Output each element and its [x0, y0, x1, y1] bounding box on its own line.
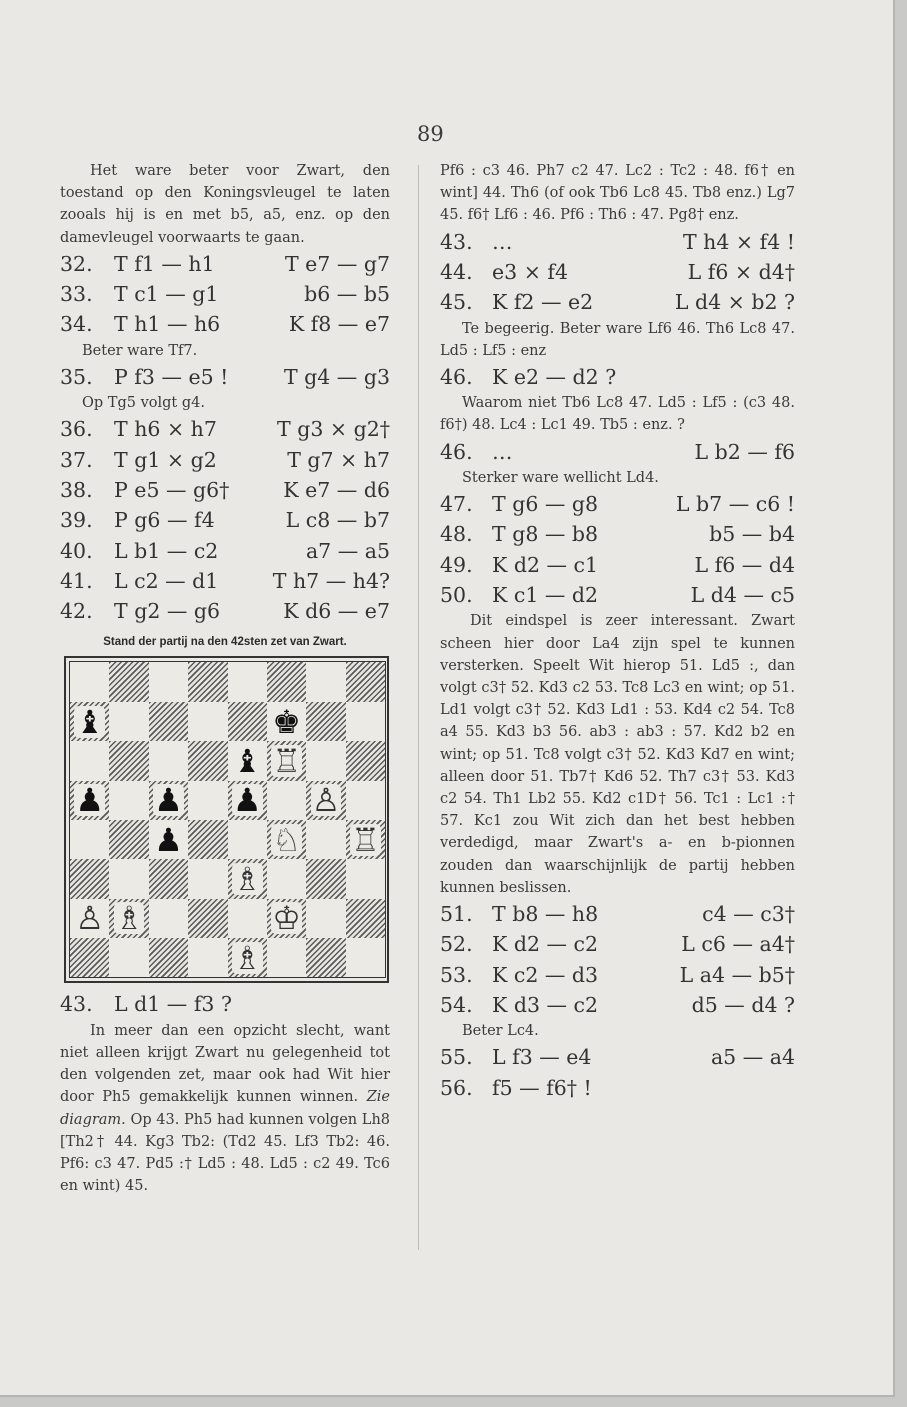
board-square	[306, 859, 345, 898]
board-square	[188, 741, 227, 780]
move-row	[60, 414, 390, 444]
white-move: P e5 — g6†	[114, 478, 230, 502]
move-row	[60, 566, 390, 596]
move-number: 53.	[440, 962, 473, 987]
move-list	[440, 362, 795, 392]
move-number: 50.	[440, 583, 473, 607]
move-list	[60, 249, 390, 340]
white-move: T g2 — g6	[114, 599, 221, 624]
white-move: T f1 — h1	[114, 251, 215, 276]
board-square	[306, 741, 345, 780]
black-pawn-icon: ♟	[154, 820, 183, 859]
move-row	[60, 596, 390, 626]
move-number: 35.	[60, 364, 93, 389]
black-move: T g3 × g2†	[277, 417, 390, 442]
move-number: 42.	[60, 599, 93, 624]
move-number: 34.	[60, 312, 93, 337]
white-bishop-icon: ♗	[114, 899, 144, 938]
move-number: 37.	[60, 447, 93, 472]
move-number: 43.	[60, 992, 93, 1017]
board-square	[188, 662, 227, 701]
move-number: 39.	[60, 508, 93, 533]
move-row	[60, 505, 390, 535]
white-move: K c1 — d2	[492, 583, 599, 607]
board-square	[306, 938, 345, 977]
annotation-note: Beter ware Tf7.	[82, 342, 198, 359]
black-move: L f6 — d4	[694, 552, 795, 577]
move-list	[440, 899, 795, 1020]
board-square	[109, 859, 148, 898]
commentary-text: Op 43. Ph5 had kunnen volgen Lh8 [Th2† 44. Kg3 Tb2: (Td2 45. Lf3 Tb2: 46. Pf6: c3 47. Pd5 :† Ld5 : 48. Ld5 : c2 49. Tc6 en wint) 45.	[60, 1111, 391, 1195]
black-move: L f6 × d4†	[687, 259, 795, 284]
board-square	[228, 662, 267, 701]
board-square	[70, 938, 109, 977]
board-square	[267, 662, 306, 701]
white-move: K f2 — e2	[492, 290, 594, 315]
board-square	[109, 899, 148, 938]
board-square	[109, 702, 148, 741]
move-row	[440, 1073, 795, 1103]
move-number: 32.	[60, 251, 93, 276]
move-row	[60, 475, 390, 505]
black-move: K e7 — d6	[283, 478, 390, 502]
board-square	[188, 781, 227, 820]
black-move: T h7 — h4?	[272, 568, 390, 593]
board-square	[267, 859, 306, 898]
move-list	[440, 489, 795, 610]
board-square	[267, 702, 306, 741]
move-row	[440, 227, 795, 257]
move-row	[440, 287, 795, 317]
board-square	[188, 938, 227, 977]
board-square	[188, 859, 227, 898]
move-row	[440, 960, 795, 990]
board-square	[267, 820, 306, 859]
right-column	[440, 160, 795, 1103]
board-square	[346, 820, 385, 859]
annotation-note: Te begeerig. Beter ware Lf6 46. Th6 Lc8 47. Ld5 : Lf5 : enz	[440, 320, 795, 359]
white-move: P f3 — e5 !	[114, 364, 229, 389]
black-move: a5 — a4	[710, 1045, 795, 1070]
black-bishop-icon: ♝	[75, 702, 105, 741]
annotation-note: Op Tg5 volgt g4.	[82, 395, 205, 412]
white-king-icon: ♔	[272, 899, 301, 938]
annotation-note: Sterker ware wellicht Ld4.	[462, 469, 659, 486]
white-move: K d2 — c1	[492, 552, 599, 577]
black-move	[232, 989, 390, 1019]
white-move: T g6 — g8	[492, 492, 599, 517]
black-move: T g4 — g3	[283, 364, 390, 389]
black-move: L c6 — a4†	[681, 932, 795, 957]
board-square	[70, 859, 109, 898]
black-move: L b7 — c6 !	[675, 492, 795, 517]
white-rook-icon: ♖	[350, 820, 380, 859]
annotation-note: Waarom niet Tb6 Lc8 47. Ld5 : Lf5 : (c3 48. f6†) 48. Lc4 : Lc1 49. Tb5 : enz. ?	[440, 395, 795, 434]
black-king-icon: ♚	[272, 702, 301, 741]
black-pawn-icon: ♟	[75, 781, 105, 820]
board-square	[346, 702, 385, 741]
left-column	[60, 160, 390, 1197]
commentary-text: In meer dan een opzicht slecht, want niet alleen krijgt Zwart nu gelegenheid tot den volgenden zet, maar ook had Wit hier door Ph5 gemakkelijk kunnen winnen.	[60, 1022, 390, 1106]
page-number: 89	[417, 122, 444, 146]
black-pawn-icon: ♟	[232, 781, 262, 820]
annotation-note: Beter Lc4.	[462, 1023, 539, 1040]
move-number: 54.	[440, 992, 473, 1017]
move-row	[440, 550, 795, 580]
white-move: K d3 — c2	[492, 992, 599, 1017]
move-number: 33.	[60, 282, 93, 307]
white-pawn-icon: ♙	[311, 781, 341, 820]
move-row	[60, 445, 390, 475]
move-row	[440, 990, 795, 1020]
white-knight-icon: ♘	[272, 820, 301, 859]
white-move: P g6 — f4	[114, 508, 215, 533]
move-row	[60, 536, 390, 566]
move-list	[440, 437, 795, 467]
move-number: 44.	[440, 259, 473, 284]
board-square	[109, 938, 148, 977]
board-square	[149, 702, 188, 741]
board-square	[228, 938, 267, 977]
black-move: L a4 — b5†	[679, 962, 795, 987]
black-bishop-icon: ♝	[232, 741, 262, 780]
board-square	[346, 899, 385, 938]
board-square	[70, 702, 109, 741]
move-row	[60, 362, 390, 392]
move-number: 55.	[440, 1045, 473, 1070]
move-row	[60, 989, 390, 1019]
analysis-paragraph: Dit eindspel is zeer interessant. Zwart scheen hier door La4 zijn spel te kunnen versterken. Speelt Wit hierop 51. Ld5 :, dan volgt c3† 52. Kd3 c2 53. Tc8 Lc3 en wint; op 51. Ld1 volgt c3† 52. Kd3 Ld1 : 53. Kd4 c2 54. Tc8 a4 55. Kd3 b3 56. ab3 : ab3 : 57. Kd2 b2 en wint; op 51. Tc8 volgt c3† 52. Kd3 Kd7 en wint; alleen door 51. Tb7† Kd6 52. Th7 c3† 53. Kd3 c2 54. Th1 Lb2 55. Kd2 c1D† 56. Tc1 : Lc1 :† 57. Kc1 zou Wit zich dan het best hebben verdedigd, maar Zwart's a- en b-pionnen zouden dan waarschijnlijk de partij hebben kunnen beslissen.	[440, 613, 795, 896]
white-move: …	[492, 439, 513, 464]
move-list	[440, 1042, 795, 1103]
move-row	[440, 899, 795, 929]
move-number: 38.	[60, 478, 93, 502]
white-move: L c2 — d1	[114, 568, 219, 593]
move-number: 48.	[440, 522, 473, 547]
black-move: L b2 — f6	[694, 439, 795, 464]
board-square	[228, 781, 267, 820]
board-square	[306, 662, 345, 701]
white-move: K c2 — d3	[492, 962, 599, 987]
board-square	[149, 938, 188, 977]
white-move: T h1 — h6	[114, 312, 221, 337]
white-move: L d1 — f3 ?	[114, 992, 232, 1017]
board-square	[306, 702, 345, 741]
black-move: L d4 — c5	[690, 583, 795, 607]
move-number: 45.	[440, 290, 473, 315]
black-move: a7 — a5	[305, 538, 390, 563]
move-row	[440, 257, 795, 287]
white-move: T g1 × g2	[114, 447, 217, 472]
column-divider	[418, 165, 419, 1250]
white-rook-icon: ♖	[272, 741, 301, 780]
black-move: L c8 — b7	[285, 508, 390, 533]
board-square	[109, 662, 148, 701]
move-row	[440, 489, 795, 519]
black-move: d5 — d4 ?	[691, 992, 795, 1017]
move-number: 46.	[440, 439, 473, 464]
black-move: T g7 × h7	[287, 447, 390, 472]
board-square	[346, 741, 385, 780]
chess-diagram	[64, 656, 389, 983]
black-move	[627, 362, 795, 392]
white-move: T b8 — h8	[492, 901, 599, 926]
board-square	[267, 899, 306, 938]
black-move: T e7 — g7	[284, 251, 390, 276]
board-square	[149, 662, 188, 701]
intro-paragraph: Het ware beter voor Zwart, den toestand op den Koningsvleugel te laten zooals hij is en met b5, a5, enz. op den damevleugel voorwaarts te gaan.	[60, 163, 390, 246]
black-move: b5 — b4	[709, 522, 795, 547]
move-row	[60, 249, 390, 279]
move-list	[440, 227, 795, 318]
board-square	[306, 899, 345, 938]
diagram-caption: Stand der partij na den 42sten zet van Zwart.	[103, 636, 347, 649]
board-square	[188, 820, 227, 859]
white-bishop-icon: ♗	[232, 938, 262, 977]
move-number: 49.	[440, 552, 473, 577]
white-move: T g8 — b8	[492, 522, 599, 547]
board-square	[346, 662, 385, 701]
chess-board	[69, 661, 386, 978]
board-square	[346, 859, 385, 898]
move-number: 51.	[440, 901, 473, 926]
white-move: K d2 — c2	[492, 932, 599, 957]
white-move: K e2 — d2 ?	[492, 364, 617, 389]
board-square	[70, 820, 109, 859]
white-move: f5 — f6† !	[492, 1075, 592, 1100]
board-square	[109, 820, 148, 859]
move-row	[60, 279, 390, 309]
move-row	[440, 437, 795, 467]
move-number: 52.	[440, 932, 473, 957]
board-square	[149, 899, 188, 938]
board-square	[267, 781, 306, 820]
board-square	[70, 781, 109, 820]
board-square	[109, 741, 148, 780]
board-square	[346, 781, 385, 820]
black-move: K f8 — e7	[288, 312, 390, 337]
board-square	[70, 899, 109, 938]
board-square	[306, 781, 345, 820]
board-square	[306, 820, 345, 859]
black-move: c4 — c3†	[702, 901, 795, 926]
move-row	[440, 1042, 795, 1072]
move-row	[60, 309, 390, 339]
white-move: e3 × f4	[492, 259, 569, 284]
black-move: b6 — b5	[304, 282, 390, 307]
move-list	[60, 362, 390, 392]
board-square	[228, 702, 267, 741]
board-square	[267, 741, 306, 780]
black-move	[627, 1073, 795, 1103]
board-square	[228, 899, 267, 938]
board-square	[70, 741, 109, 780]
board-square	[228, 820, 267, 859]
move-number: 36.	[60, 417, 93, 442]
move-row	[440, 929, 795, 959]
white-move: L b1 — c2	[114, 538, 219, 563]
board-square	[149, 820, 188, 859]
board-square	[149, 859, 188, 898]
board-square	[109, 781, 148, 820]
move-list	[60, 414, 390, 626]
black-move: K d6 — e7	[283, 599, 390, 624]
move-row	[440, 519, 795, 549]
white-pawn-icon: ♙	[75, 899, 105, 938]
white-move: T h6 × h7	[114, 417, 217, 442]
black-move: T h4 × f4 !	[682, 229, 795, 254]
board-square	[228, 741, 267, 780]
white-move: L f3 — e4	[492, 1045, 592, 1070]
move-row	[440, 580, 795, 610]
move-row	[440, 362, 795, 392]
board-square	[346, 938, 385, 977]
move-number: 47.	[440, 492, 473, 517]
board-square	[149, 781, 188, 820]
black-pawn-icon: ♟	[154, 781, 183, 820]
board-square	[188, 702, 227, 741]
board-square	[70, 662, 109, 701]
move-number: 56.	[440, 1075, 473, 1100]
board-square	[228, 859, 267, 898]
white-bishop-icon: ♗	[232, 860, 262, 899]
move-number: 41.	[60, 568, 93, 593]
white-move: …	[492, 229, 513, 254]
board-square	[149, 741, 188, 780]
move-number: 46.	[440, 364, 473, 389]
black-move: L d4 × b2 ?	[674, 290, 795, 315]
diagram-reference: Zie diagram.	[60, 1089, 391, 1128]
white-move: T c1 — g1	[114, 282, 219, 307]
continuation-paragraph: Pf6 : c3 46. Ph7 c2 47. Lc2 : Tc2 : 48. f6† en wint] 44. Th6 (of ook Tb6 Lc8 45. Tb8 enz.) Lg7 45. f6† Lf6 : 46. Pf6 : Th6 : 47. Pg8† enz.	[440, 163, 795, 224]
board-square	[188, 899, 227, 938]
move-number: 43.	[440, 229, 473, 254]
move-number: 40.	[60, 538, 93, 563]
commentary-paragraph	[60, 1020, 390, 1198]
board-square	[267, 938, 306, 977]
